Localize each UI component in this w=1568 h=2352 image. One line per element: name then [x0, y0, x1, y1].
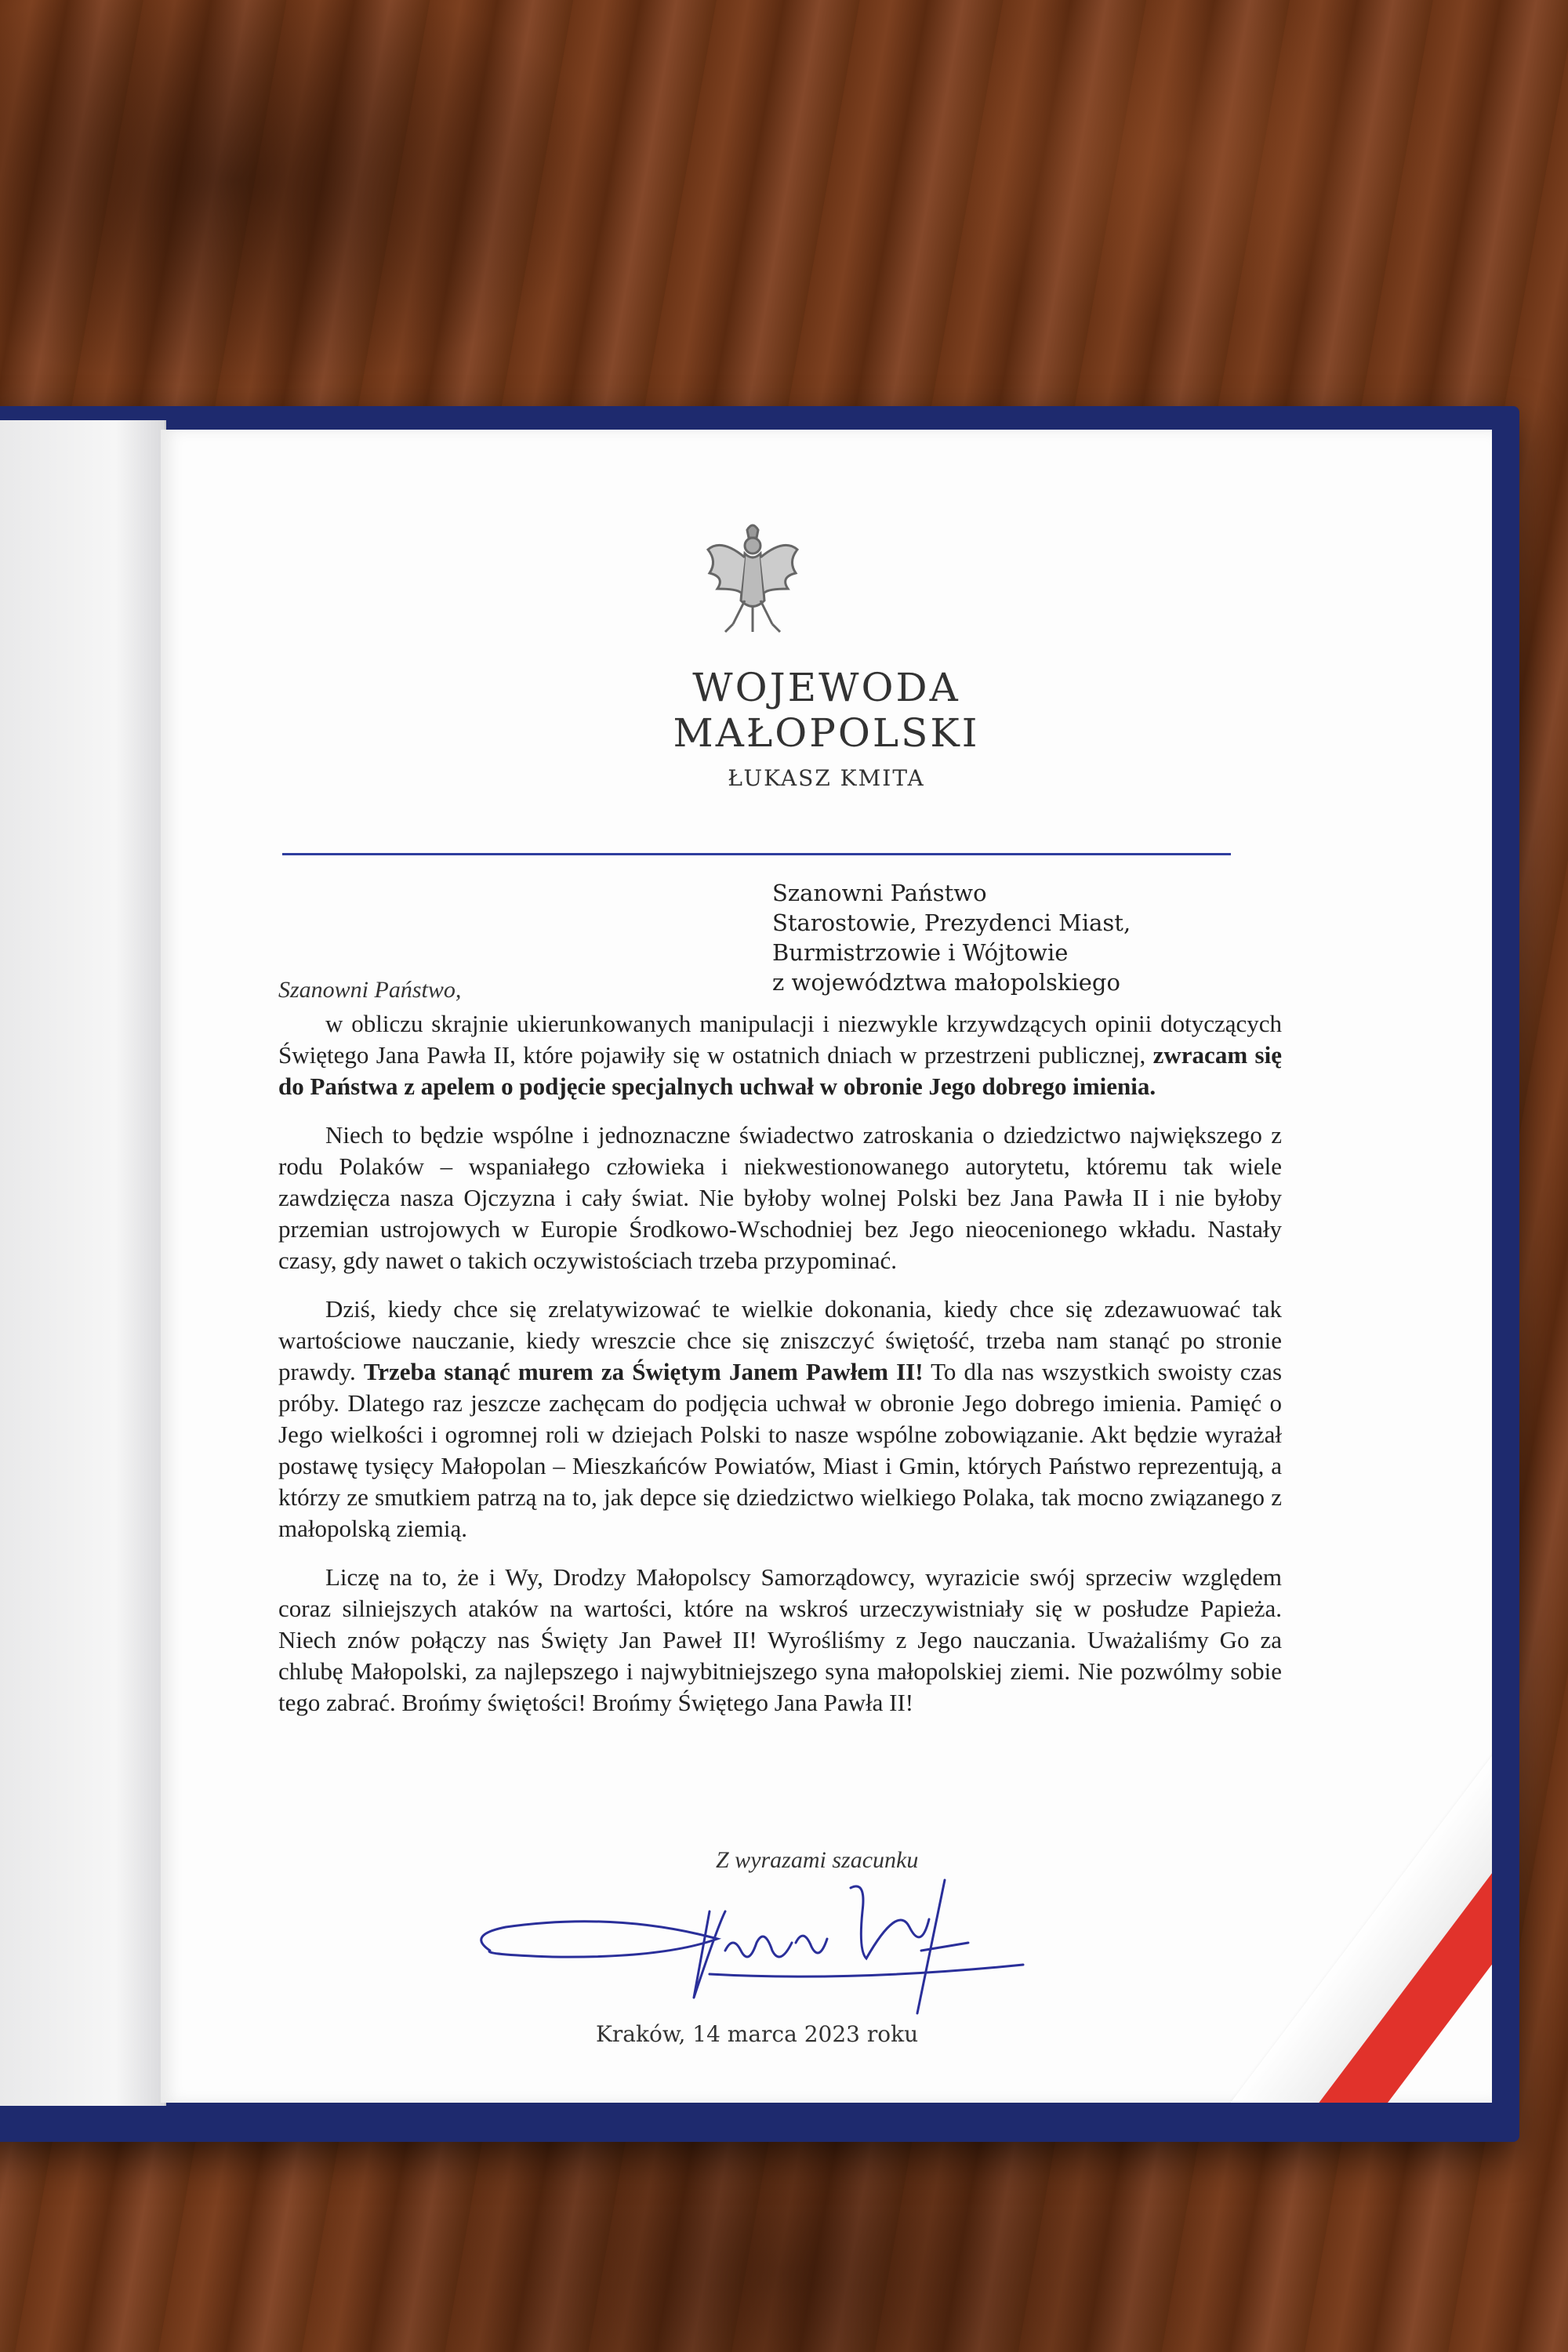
- recipient-line: z województwa małopolskiego: [772, 969, 1120, 996]
- salutation: Szanowni Państwo,: [278, 977, 462, 1003]
- letter-body: [278, 1008, 1282, 1736]
- recipient-block: [772, 878, 1131, 997]
- org-title-line2: MAŁOPOLSKI: [673, 710, 980, 756]
- recipient-line: Starostowie, Prezydenci Miast,: [772, 909, 1131, 936]
- paragraph-emphasis: zwracam się do Państwa z apelem o podjęcie specjalnych uchwał w obronie Jego dobrego imienia.: [278, 1041, 1282, 1100]
- paragraph: [278, 1008, 1282, 1102]
- recipient-line: Szanowni Państwo: [772, 880, 987, 906]
- org-title-line1: WOJEWODA: [692, 665, 960, 710]
- header-divider: [282, 853, 1231, 855]
- paragraph-emphasis: Trzeba stanąć murem za Świętym Janem Pawłem II!: [363, 1358, 924, 1385]
- place-and-date: Kraków, 14 marca 2023 roku: [596, 2021, 919, 2047]
- paragraph: Liczę na to, że i Wy, Drodzy Małopolscy Samorządowcy, wyrazicie swój sprzeciw względem coraz silniejszych ataków na wartości, które na wskroś urzeczywistniały się w posłudze Papieża. Niech znów połączy nas Święty Jan Paweł II! Wyrośliśmy z Jego nauczania. Uważaliśmy Go za chlubę Małopolski, za najlepszego i najwybitniejszego syna małopolskiej ziemi. Nie pozwólmy sobie tego zabrać. Brońmy świętości! Brońmy Świętego Jana Pawła II!: [278, 1563, 1282, 1716]
- polish-eagle-emblem-icon: [702, 514, 804, 640]
- paragraph-text: To dla nas wszystkich swoisty czas próby. Dlatego raz jeszcze zachęcam do podjęcia uchwał w obronie Jego dobrego imienia. Pamięć o Jego wielkości i ogromnej roli w dziejach Polski to nasze wspólne zobowiązanie. Akt będzie wyrażał postawę tysięcy Małopolan – Mieszkańców Powiatów, Miast i Gmin, których Państwo reprezentują, a którzy ze smutkiem patrzą na to, jak depce się dziedzictwo wielkiego Polaka, tak mocno związanego z małopolską ziemią.: [278, 1358, 1283, 1542]
- closing-phrase: Z wyrazami szacunku: [716, 1847, 919, 1873]
- paragraph: [278, 1294, 1282, 1544]
- handwritten-signature-icon: [459, 1864, 1133, 2021]
- paragraph-text: Dziś, kiedy chce się zrelatywizować te wielkie dokonania, kiedy chce się zdezawuować tak wartościowe nauczanie, kiedy wreszcie chce się zniszczyć świętość, trzeba nam stanąć po stronie prawdy.: [278, 1295, 1282, 1385]
- folder-left-page: [0, 420, 166, 2106]
- paragraph-text: w obliczu skrajnie ukierunkowanych manipulacji i niezwykle krzywdzących opinii dotyczących Świętego Jana Pawła II, które pojawiły się w ostatnich dniach w przestrzeni publicznej,: [278, 1010, 1282, 1069]
- recipient-line: Burmistrzowie i Wójtowie: [772, 939, 1069, 966]
- official-name: ŁUKASZ KMITA: [728, 765, 925, 791]
- paragraph: Niech to będzie wspólne i jednoznaczne świadectwo zatroskania o dziedzictwo największego z rodu Polaków – wspaniałego człowieka i niekwestionowanego autorytetu, któremu tak wiele zawdzięcza nasza Ojczyzna i cały świat. Nie byłoby wolnej Polski bez Jana Pawła II i nie byłoby przemian ustrojowych w Europie Środkowo-Wschodniej bez Jego nieocenionego wkładu. Nastały czasy, gdy nawet o takich oczywistościach trzeba przypominać.: [278, 1121, 1282, 1274]
- letter-page: [161, 430, 1492, 2103]
